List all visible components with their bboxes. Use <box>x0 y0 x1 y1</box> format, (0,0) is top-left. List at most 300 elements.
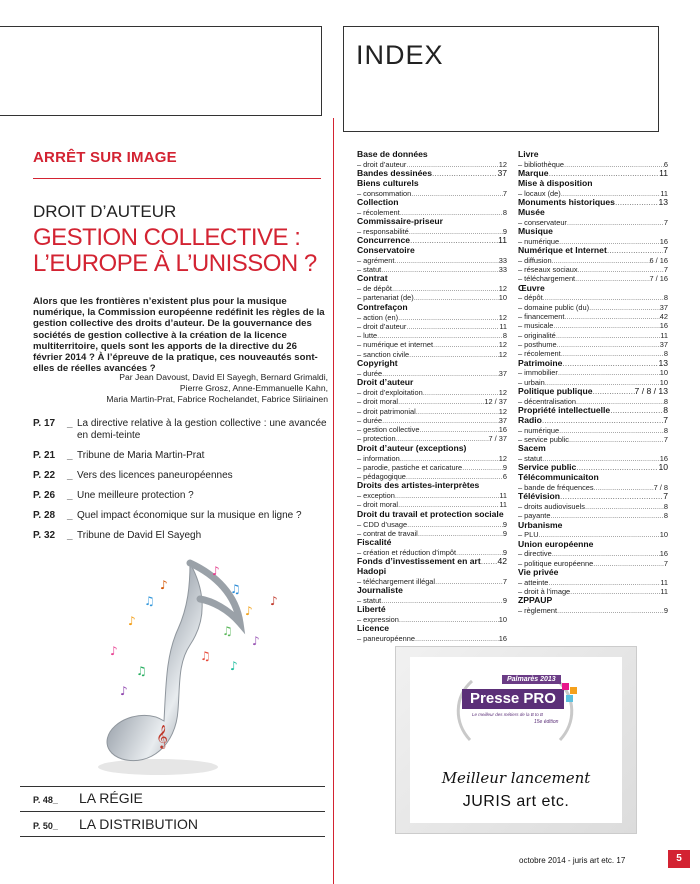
leader-dots <box>570 587 660 596</box>
index-heading-label: Monuments historiques <box>518 196 615 207</box>
leader-dots <box>564 160 664 169</box>
divider <box>20 836 325 837</box>
index-entry-label: – lutte <box>357 331 378 341</box>
index-page: 12 / 37 <box>484 397 507 407</box>
index-entry <box>357 407 507 416</box>
award-edition: 15e édition <box>534 719 559 725</box>
svg-text:♫: ♫ <box>200 649 211 663</box>
leader-dots <box>395 491 500 500</box>
svg-text:♪: ♪ <box>245 604 253 618</box>
index-entry-label: – durée <box>357 368 383 378</box>
index-column-2 <box>518 150 668 616</box>
index-entry-label: – domaine public (du) <box>518 302 590 312</box>
svg-text:𝄞: 𝄞 <box>156 724 168 748</box>
index-heading-label: Concurrence <box>357 235 411 246</box>
index-heading <box>518 387 668 397</box>
laurel-icon <box>450 675 580 745</box>
index-page: 8 <box>663 349 668 359</box>
index-heading-label: Propriété intellectuelle <box>518 405 611 416</box>
index-entry <box>357 313 507 322</box>
toc-separator: _ <box>67 418 73 429</box>
index-entry-label: – partenariat (de) <box>357 293 414 303</box>
leader-dots <box>548 578 660 587</box>
award-tagline: Le meilleur des métiers de la B to B <box>472 712 544 717</box>
index-entry-label: – exception <box>357 491 395 501</box>
index-entry <box>357 416 507 425</box>
leader-dots <box>411 189 503 198</box>
index-page: 8 <box>663 511 668 521</box>
index-entry <box>518 256 668 265</box>
index-heading: Base de données <box>357 149 428 159</box>
index-heading <box>518 416 668 426</box>
index-page: 16 <box>498 634 507 644</box>
index-entry <box>357 340 507 349</box>
toc-title: Tribune de David El Sayegh <box>77 530 202 541</box>
index-page: 7 / 8 / 13 <box>634 385 668 396</box>
index-entry-label: – urbain <box>518 377 545 387</box>
index-page: 10 <box>659 530 668 540</box>
index-entry-label: – PLU <box>518 530 539 540</box>
leader-dots <box>392 284 499 293</box>
index-page: 10 <box>658 462 668 473</box>
index-entry-label: – numérique <box>518 236 560 246</box>
leader-dots <box>593 559 664 568</box>
index-heading: ZPPAUP <box>518 595 553 606</box>
index-entry <box>518 340 668 349</box>
index-heading-label: Fonds d’investissement en art <box>357 556 481 567</box>
index-entry-label: – diffusion <box>518 255 552 265</box>
leader-dots <box>415 634 499 643</box>
index-page: 11 <box>660 587 668 597</box>
index-page: 7 <box>502 576 507 586</box>
toc-page: P. 32 <box>33 530 56 541</box>
index-page: 37 <box>498 415 507 425</box>
section-title: ARRÊT SUR IMAGE <box>33 149 177 166</box>
award-logo: Presse PRO <box>462 689 564 709</box>
index-page: 16 <box>659 236 668 246</box>
index-heading: Journaliste <box>357 585 403 596</box>
toc-page: P. 26 <box>33 490 56 501</box>
leader-dots <box>416 407 499 416</box>
index-entry-label: – locaux (de) <box>518 188 561 198</box>
part-entry[interactable] <box>33 790 143 806</box>
leader-dots <box>553 321 659 330</box>
index-entry-label: – droits audiovisuels <box>518 501 585 511</box>
index-page: 16 <box>659 321 668 331</box>
index-entry-label: – création et réduction d’impôt <box>357 547 457 557</box>
award-card <box>410 657 622 823</box>
index-entry <box>357 322 507 331</box>
index-heading: Union européenne <box>518 538 594 549</box>
index-entry-label: – récolement <box>518 349 561 359</box>
toc-separator: _ <box>67 490 73 501</box>
index-entry <box>518 312 668 321</box>
index-heading: Droit d’auteur <box>357 377 414 388</box>
leader-dots <box>594 483 654 492</box>
leader-dots <box>414 293 499 302</box>
leader-dots <box>398 397 484 406</box>
toc-page: P. 22 <box>33 470 56 481</box>
index-page: 12 <box>498 340 507 350</box>
index-entry <box>518 303 668 312</box>
index-page: 9 <box>502 226 507 236</box>
toc-title: Une meilleure protection ? <box>77 490 194 501</box>
svg-text:♫: ♫ <box>144 594 155 608</box>
index-entry-label: – sanction civile <box>357 349 410 359</box>
index-page: 7 / 8 <box>653 482 668 492</box>
index-page: 37 <box>659 302 668 312</box>
leader-dots <box>432 169 497 179</box>
headline-line-2: L’EUROPE À L’UNISSON ? <box>33 250 317 277</box>
index-page: 8 <box>663 293 668 303</box>
index-page: 7 / 37 <box>488 434 507 444</box>
index-heading <box>518 359 668 369</box>
index-heading: Vie privée <box>518 567 559 578</box>
index-entry-label: – musicale <box>518 321 554 331</box>
award-square <box>562 683 569 690</box>
leader-dots <box>542 416 663 426</box>
divider <box>20 786 325 787</box>
leader-dots <box>419 425 498 434</box>
index-entry <box>518 502 668 511</box>
index-entry-label: – contrat de travail <box>357 528 418 538</box>
svg-text:♪: ♪ <box>110 644 118 658</box>
leader-dots <box>592 387 634 397</box>
index-page: 42 <box>659 312 668 322</box>
index-page: 11 <box>660 577 668 587</box>
index-page: 10 <box>659 368 668 378</box>
index-entry-label: – droit d’auteur <box>357 159 407 169</box>
index-heading-label: Numérique et Internet <box>518 244 607 255</box>
index-page: 7 <box>502 188 507 198</box>
index-page: 7 <box>663 558 668 568</box>
article-headline <box>33 225 328 277</box>
toc-entry[interactable] <box>33 418 328 442</box>
index-entry-label: – de dépôt <box>357 284 392 294</box>
part-entry[interactable] <box>33 816 198 832</box>
index-page: 9 <box>502 462 507 472</box>
index-page: 8 <box>502 207 507 217</box>
index-page: 11 <box>499 321 507 331</box>
index-entry-label: – durée <box>357 415 383 425</box>
index-page: 10 <box>498 615 507 625</box>
part-separator: _ <box>52 821 58 831</box>
toc-separator: _ <box>67 530 73 541</box>
index-entry <box>357 331 507 340</box>
index-entry <box>518 606 668 615</box>
index-entry-label: – bibliothèque <box>518 159 565 169</box>
leader-dots <box>398 313 499 322</box>
index-heading <box>518 246 668 256</box>
index-heading-label: Bandes dessinées <box>357 168 432 179</box>
index-entry <box>518 549 668 558</box>
award-square <box>566 695 573 702</box>
index-page: 9 <box>663 606 668 616</box>
footer-issue: octobre 2014 - juris art etc. 17 <box>519 856 626 865</box>
index-entry <box>357 454 507 463</box>
award-palmares: Palmarès 2013 <box>502 675 561 684</box>
index-entry <box>357 491 507 500</box>
index-page: 16 <box>659 454 668 463</box>
index-entry <box>518 321 668 330</box>
svg-text:♪: ♪ <box>270 594 278 608</box>
index-entry-label: – action (en) <box>357 312 399 322</box>
index-page: 7 <box>663 491 668 502</box>
svg-text:♪: ♪ <box>212 564 220 578</box>
index-page: 10 <box>498 293 507 303</box>
index-heading: Livre <box>518 149 539 159</box>
index-heading: Contrefaçon <box>357 301 408 312</box>
index-entry-label: – immobilier <box>518 368 558 378</box>
index-entry-label: – gestion collective <box>357 425 420 435</box>
index-entry-label: – statut <box>357 595 382 605</box>
index-heading: Droits des artistes-interprètes <box>357 480 480 491</box>
index-entry <box>518 331 668 340</box>
index-entry-label: – dépôt <box>518 293 543 303</box>
index-entry-label: – responsabilité <box>357 226 409 236</box>
index-entry-label: – expression <box>357 615 399 625</box>
index-entry <box>357 634 507 643</box>
leader-dots <box>561 349 664 358</box>
index-entry-label: – droit patrimonial <box>357 406 416 416</box>
index-page: 37 <box>498 368 507 378</box>
award-title: Meilleur lancement <box>441 769 591 787</box>
index-entry <box>357 284 507 293</box>
toc-separator: _ <box>67 470 73 481</box>
index-column-1 <box>357 150 507 643</box>
index-page: 8 <box>663 396 668 406</box>
index-heading: Commissaire-priseur <box>357 216 443 227</box>
leader-dots <box>575 274 649 283</box>
index-page: 33 <box>498 265 507 275</box>
svg-text:♫: ♫ <box>222 624 233 638</box>
index-page: 12 <box>498 159 507 169</box>
part-page-number: P. 50 <box>33 821 53 831</box>
leader-dots <box>610 406 663 416</box>
leader-dots <box>423 388 499 397</box>
index-page: 13 <box>658 196 668 207</box>
leader-dots <box>567 218 664 227</box>
index-heading-label: Patrimoine <box>518 357 563 368</box>
index-heading-label: Télévision <box>518 491 561 502</box>
divider <box>20 811 325 812</box>
index-entry-label: – droit d’auteur <box>357 321 407 331</box>
index-entry <box>518 265 668 274</box>
index-entry-label: – décentralisation <box>518 396 576 406</box>
toc-separator: _ <box>67 450 73 461</box>
article-kicker: DROIT D’AUTEUR <box>33 202 177 221</box>
index-entry-label: – originalité <box>518 330 556 340</box>
toc-title: La directive relative à la gestion collective : une avancée en demi-teinte <box>77 418 327 441</box>
leader-dots <box>399 615 499 624</box>
index-entry <box>357 425 507 434</box>
index-entry-label: – numérique <box>518 425 560 435</box>
leader-dots <box>557 606 664 615</box>
leader-dots <box>557 340 660 349</box>
index-page: 12 <box>498 406 507 416</box>
index-entry <box>357 463 507 472</box>
toc-entry[interactable] <box>33 490 328 502</box>
index-page: 9 <box>502 595 507 605</box>
index-entry-label: – atteinte <box>518 577 549 587</box>
index-heading: Œuvre <box>518 282 545 293</box>
leader-dots <box>481 557 498 567</box>
index-heading: Sacem <box>518 443 546 454</box>
leader-dots <box>409 227 503 236</box>
toc-title: Vers des licences paneuropéennes <box>77 470 233 481</box>
index-heading: Copyright <box>357 358 398 369</box>
article-intro: Alors que les frontières n’existent plus pour la musique numérique, la Commission européenne redéfinit les règles de la gestion collective des droits d’auteur. De la gouvernance des sociétés de gestion collective à la création de la licence multiterritoire, quels sont les apports de la directive du 26 février 2014 ? À l’épreuve de la pratique, ces nouveautés sont-elles de réelles avancées ? <box>33 296 325 375</box>
index-entry-label: – téléchargement illégal <box>357 576 436 586</box>
index-entry-label: – protection <box>357 434 396 444</box>
index-heading: Contrat <box>357 273 388 284</box>
leader-dots <box>406 322 499 331</box>
index-entry-label: – droit moral <box>357 397 399 407</box>
leader-dots <box>556 331 661 340</box>
index-entry-label: – récolement <box>357 207 400 217</box>
index-page: 11 <box>660 188 668 198</box>
index-heading: Fiscalité <box>357 537 392 548</box>
index-entry-label: – consommation <box>357 188 412 198</box>
index-entry-label: – information <box>357 453 400 463</box>
toc-entry[interactable] <box>33 470 328 482</box>
index-page: 6 <box>663 159 668 169</box>
svg-text:♪: ♪ <box>160 578 168 592</box>
index-entry-label: – parodie, pastiche et caricature <box>357 462 463 472</box>
index-heading-label: Marque <box>518 168 549 179</box>
index-page: 37 <box>659 339 668 349</box>
index-page: 8 <box>502 331 507 341</box>
leader-dots <box>578 265 664 274</box>
leader-dots <box>615 198 659 208</box>
index-page: 12 <box>498 284 507 294</box>
leader-dots <box>418 529 503 538</box>
index-page: 13 <box>658 357 668 368</box>
index-heading: Liberté <box>357 604 386 615</box>
leader-dots <box>569 435 664 444</box>
index-heading-label: Service public <box>518 462 577 473</box>
leader-dots <box>550 511 663 520</box>
svg-text:♫: ♫ <box>230 582 241 596</box>
svg-text:♫: ♫ <box>136 664 147 678</box>
index-entry <box>518 426 668 435</box>
index-heading: Musique <box>518 225 553 236</box>
index-entry-label: – agrément <box>357 255 395 265</box>
index-page: 42 <box>497 556 507 567</box>
leader-dots <box>400 454 499 463</box>
index-entry <box>357 256 507 265</box>
award-square <box>570 687 577 694</box>
leader-dots <box>435 577 503 586</box>
article-byline <box>60 372 328 404</box>
leader-dots <box>394 256 498 265</box>
index-page: 11 <box>660 330 668 340</box>
index-page: 11 <box>659 168 668 179</box>
index-entry-label: – CDD d’usage <box>357 519 408 529</box>
index-page: 7 <box>663 434 668 444</box>
index-page: 12 <box>498 387 507 397</box>
toc-entry[interactable] <box>33 530 328 542</box>
index-page: 7 <box>663 244 668 255</box>
index-entry-label: – bande de fréquences <box>518 482 594 492</box>
svg-text:♪: ♪ <box>120 684 128 698</box>
index-page: 12 <box>498 312 507 322</box>
index-page: 7 <box>663 414 668 425</box>
index-entry-label: – numérique et internet <box>357 340 434 350</box>
index-page: 11 <box>499 491 507 501</box>
index-entry <box>357 388 507 397</box>
index-page: 9 <box>502 547 507 557</box>
part-page <box>33 821 79 831</box>
index-page: 11 <box>499 500 507 510</box>
index-entry-label: – statut <box>518 454 543 463</box>
index-page: 10 <box>659 377 668 387</box>
index-page: 16 <box>498 425 507 435</box>
part-page <box>33 795 79 805</box>
index-page: 6 / 16 <box>649 255 668 265</box>
part-separator: _ <box>52 795 58 805</box>
music-note-illustration <box>40 545 295 780</box>
byline-line: Maria Martin-Prat, Fabrice Rochelandet, Fabrice Siiriainen <box>106 393 328 404</box>
header-frame-left <box>0 26 322 116</box>
toc-title: Tribune de Maria Martin-Prat <box>77 450 205 461</box>
leader-dots <box>564 312 659 321</box>
index-entry-label: – financement <box>518 312 565 322</box>
index-heading: Droit d’auteur (exceptions) <box>357 442 467 453</box>
part-page-number: P. 48 <box>33 795 53 805</box>
leader-dots <box>559 426 664 435</box>
index-entry-label: – payante <box>518 511 551 521</box>
leader-dots <box>552 549 660 558</box>
index-entry-label: – conservateur <box>518 217 567 227</box>
index-page: 12 <box>498 453 507 463</box>
index-entry <box>518 578 668 587</box>
index-entry <box>357 520 507 529</box>
index-heading-label: Radio <box>518 414 542 425</box>
toc-entry[interactable] <box>33 510 328 522</box>
part-label: LA DISTRIBUTION <box>79 816 199 832</box>
leader-dots <box>381 265 499 274</box>
svg-text:♪: ♪ <box>252 634 260 648</box>
toc-separator: _ <box>67 510 73 521</box>
leader-dots <box>589 303 660 312</box>
toc-page: P. 21 <box>33 450 56 461</box>
index-entry-label: – règlement <box>518 606 558 616</box>
toc-page: P. 17 <box>33 418 56 429</box>
leader-dots <box>607 246 663 256</box>
index-entry <box>518 293 668 302</box>
byline-line: Par Jean Davoust, David El Sayegh, Bernard Grimaldi, <box>119 372 328 382</box>
index-page: 11 <box>498 235 507 246</box>
index-entry-label: – paneuropéenne <box>357 634 415 644</box>
headline-line-1: GESTION COLLECTIVE : <box>33 224 301 251</box>
leader-dots <box>462 463 503 472</box>
leader-dots <box>585 502 664 511</box>
index-heading: Collection <box>357 196 399 207</box>
leader-dots <box>409 350 499 359</box>
index-entry-label: – directive <box>518 549 552 559</box>
index-page: 9 <box>502 528 507 538</box>
index-page: 33 <box>498 255 507 265</box>
index-entry-label: – droit moral <box>357 500 399 510</box>
index-heading: Mise à disposition <box>518 177 593 188</box>
leader-dots <box>382 416 499 425</box>
leader-dots <box>433 340 499 349</box>
index-page: 7 <box>663 265 668 275</box>
table-of-contents <box>33 418 328 550</box>
index-entry <box>518 368 668 377</box>
toc-entry[interactable] <box>33 450 328 462</box>
